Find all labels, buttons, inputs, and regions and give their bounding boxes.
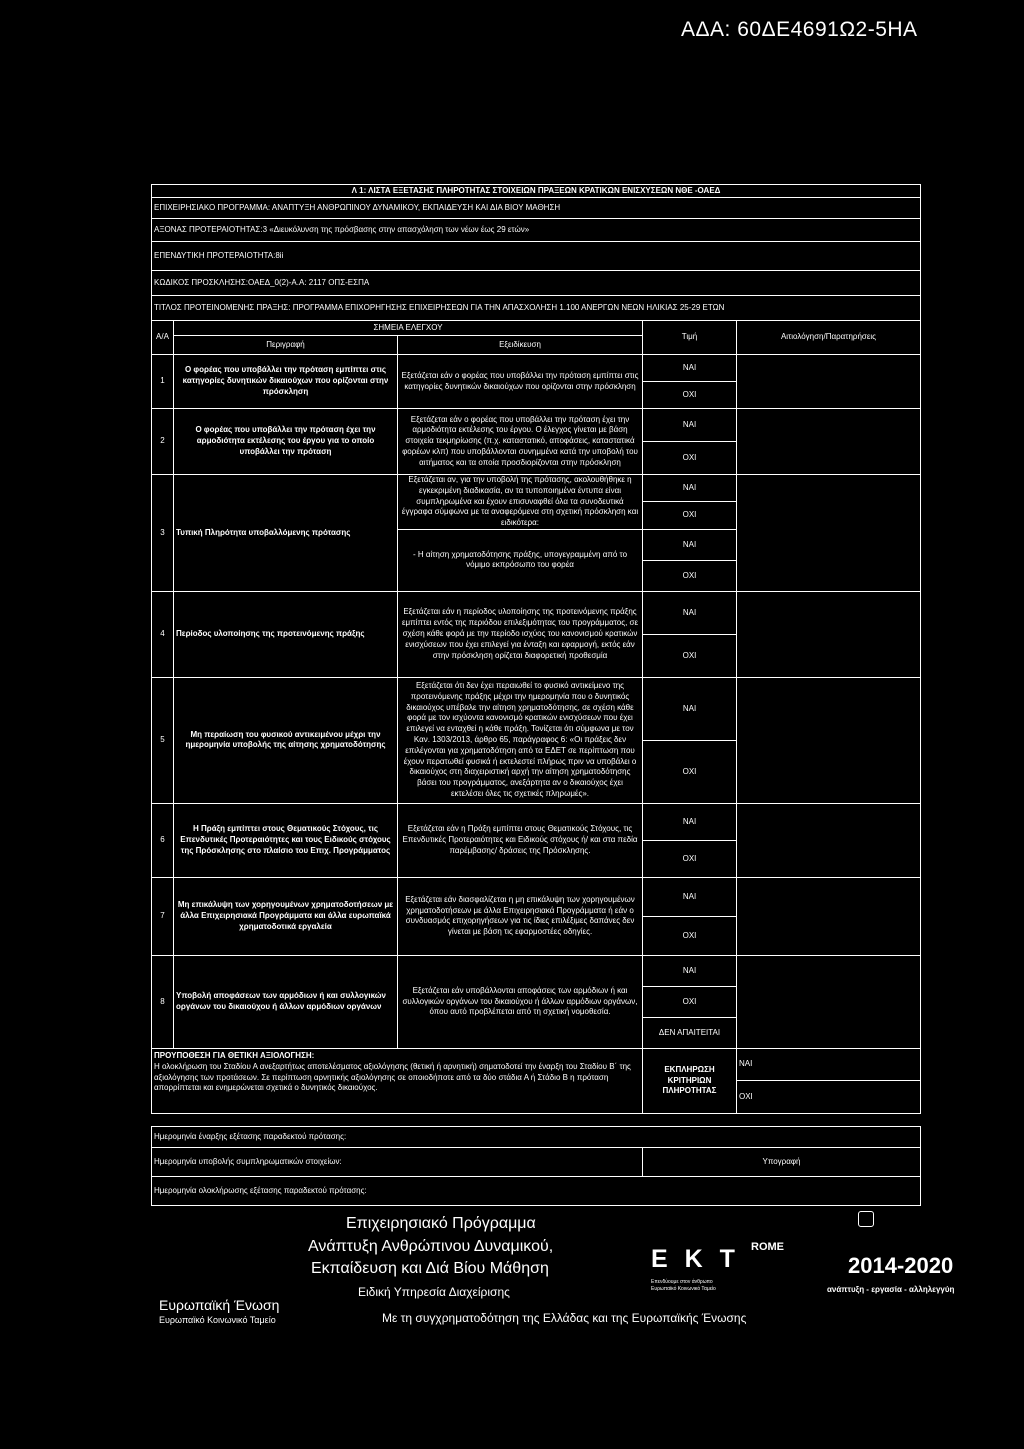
no-option[interactable]: ΟΧΙ bbox=[643, 916, 737, 955]
condition-title: ΠΡΟΥΠΟΘΕΣΗ ΓΙΑ ΘΕΤΙΚΗ ΑΞΙΟΛΟΓΗΣΗ: bbox=[154, 1050, 315, 1060]
remarks-cell[interactable] bbox=[737, 355, 921, 409]
ada-code: ΑΔΑ: 60ΔΕ4691Ω2-5ΗΑ bbox=[681, 18, 918, 41]
signature-field[interactable]: Υπογραφή bbox=[643, 1147, 921, 1176]
remarks-cell[interactable] bbox=[737, 803, 921, 877]
no-option[interactable]: ΟΧΙ bbox=[643, 502, 737, 530]
end-date-field[interactable]: Ημερομηνία ολοκλήρωσης εξέτασης παραδεκτού πρότασης: bbox=[152, 1176, 921, 1205]
yes-option[interactable]: ΝΑΙ bbox=[643, 677, 737, 740]
yes-option[interactable]: ΝΑΙ bbox=[643, 355, 737, 382]
fulfilment-no[interactable]: ΟΧΙ bbox=[737, 1081, 921, 1114]
condition-text: Η ολοκλήρωση του Σταδίου Α ανεξαρτήτως αποτελέσματος αξιολόγησης (θετική ή αρνητική) σηματοδοτεί την έναρξη του Σταδίου Β΄ της αξιολόγησης των προτάσεων. Σε περίπτωση αρνητικής αξιολόγησης σε οποιοδήποτε από τα δύο στάδια Α ή Στάδιο Β η πρόταση απορρίπτεται και ενημερώνεται σχετικά ο δυνητικός δικαιούχος. bbox=[154, 1061, 631, 1093]
rome-logo: ROME bbox=[751, 1241, 784, 1253]
table-row: 8 Υποβολή αποφάσεων των αρμόδιων ή και συλλογικών οργάνων του δικαιούχου ή άλλων αρμόδιων οργάνων Εξετάζεται εάν υποβάλλονται αποφάσεις των αρμόδιων ή και συλλογικών οργάνων του δικαιούχου ή άλλων αρμόδιων οργάνων, όπου αυτό προβλέπεται από τη σχετική νομοθεσία. ΝΑΙ bbox=[152, 955, 921, 986]
yes-option[interactable]: ΝΑΙ bbox=[643, 803, 737, 840]
action-title-line: ΤΙΤΛΟΣ ΠΡΟΤΕΙΝΟΜΕΝΗΣ ΠΡΑΞΗΣ: ΠΡΟΓΡΑΜΜΑ ΕΠΙΧΟΡΗΓΗΣΗΣ ΕΠΙΧΕΙΡΗΣΕΩΝ ΓΙΑ ΤΗΝ ΑΠΑΣΧΟΛΗΣΗ 1.100 ΑΝΕΡΓΩΝ ΝΕΩΝ ΗΛΙΚΙΑΣ 25-29 ΕΤΩΝ bbox=[152, 296, 921, 321]
no-option[interactable]: ΟΧΙ bbox=[643, 560, 737, 591]
no-option[interactable]: ΟΧΙ bbox=[643, 840, 737, 877]
fulfilment-label: ΕΚΠΛΗΡΩΣΗ ΚΡΙΤΗΡΙΩΝ ΠΛΗΡΟΤΗΤΑΣ bbox=[643, 1048, 737, 1113]
remarks-cell[interactable] bbox=[737, 409, 921, 475]
footer-logos bbox=[0, 1205, 1024, 1335]
op-line-2: Ανάπτυξη Ανθρώπινου Δυναμικού, bbox=[308, 1238, 554, 1255]
emblem-icon bbox=[858, 1211, 874, 1227]
program-line: ΕΠΙΧΕΙΡΗΣΙΑΚΟ ΠΡΟΓΡΑΜΜΑ: ΑΝΑΠΤΥΞΗ ΑΝΘΡΩΠΙΝΟΥ ΔΥΝΑΜΙΚΟΥ, ΕΚΠΑΙΔΕΥΣΗ ΚΑΙ ΔΙΑ ΒΙΟΥ ΜΑΘΗΣΗ bbox=[152, 198, 921, 219]
yes-option[interactable]: ΝΑΙ bbox=[643, 877, 737, 916]
remarks-cell[interactable] bbox=[737, 677, 921, 803]
no-option[interactable]: ΟΧΙ bbox=[643, 634, 737, 677]
years-logo: 2014-2020 bbox=[848, 1253, 954, 1278]
col-clarification: Εξειδίκευση bbox=[398, 336, 643, 355]
col-control-points: ΣΗΜΕΙΑ ΕΛΕΓΧΟΥ bbox=[174, 321, 643, 336]
op-line-3: Εκπαίδευση και Διά Βίου Μάθηση bbox=[311, 1260, 549, 1277]
slogan: ανάπτυξη - εργασία - αλληλεγγύη bbox=[827, 1285, 955, 1294]
table-row: 7 Μη επικάλυψη των χορηγουμένων χρηματοδοτήσεων με άλλα Επιχειρησιακά Προγράμματα και άλλα ευρωπαϊκά χρηματοδοτικά εργαλεία Εξετάζεται εάν διασφαλίζεται η μη επικάλυψη των χορηγουμένων χρηματοδοτήσεων με άλλα Επιχειρησιακά Προγράμματα ή εάν ο συνδυασμός επιχορηγήσεων για τις ίδιες επιλέξιμες δαπάνες δεν γίνεται με βάση τις εφαρμοστέες οδηγίες. ΝΑΙ bbox=[152, 877, 921, 916]
checklist-title: Λ 1: ΛΙΣΤΑ ΕΞΕΤΑΣΗΣ ΠΛΗΡΟΤΗΤΑΣ ΣΤΟΙΧΕΙΩΝ ΠΡΑΞΕΩΝ ΚΡΑΤΙΚΩΝ ΕΝΙΣΧΥΣΕΩΝ ΝΘΕ -ΟΑΕΔ bbox=[152, 185, 921, 198]
condition-cell bbox=[152, 1048, 643, 1113]
ekt-sub-2: Ευρωπαϊκό Κοινωνικό Ταμείο bbox=[651, 1286, 716, 1292]
col-justification: Αιτιολόγηση/Παρατηρήσεις bbox=[737, 321, 921, 355]
yes-option[interactable]: ΝΑΙ bbox=[643, 409, 737, 442]
checklist-table: Λ 1: ΛΙΣΤΑ ΕΞΕΤΑΣΗΣ ΠΛΗΡΟΤΗΤΑΣ ΣΤΟΙΧΕΙΩΝ ΠΡΑΞΕΩΝ ΚΡΑΤΙΚΩΝ ΕΝΙΣΧΥΣΕΩΝ ΝΘΕ -ΟΑΕΔ ΕΠΙΧΕΙΡΗΣΙΑΚΟ ΠΡΟΓΡΑΜΜΑ: ΑΝΑΠΤΥΞΗ ΑΝΘΡΩΠΙΝΟΥ ΔΥΝΑΜΙΚΟΥ, ΕΚΠΑΙΔΕΥΣΗ ΚΑΙ ΔΙΑ ΒΙΟΥ ΜΑΘΗΣΗ ΑΞΟΝΑΣ ΠΡΟΤΕΡΑΙΟΤΗΤΑΣ:3 «Διευκόλυνση της πρόσβασης στην απασχόληση των νέων έως 29 ετών» ΕΠΕΝΔΥΤΙΚΗ ΠΡΟΤΕΡΑΙΟΤΗΤΑ:8ii ΚΩΔΙΚΟΣ ΠΡΟΣΚΛΗΣΗΣ:ΟΑΕΔ_0(2)-Α.Α: 2117 ΟΠΣ-ΕΣΠΑ ΤΙΤΛΟΣ ΠΡΟΤΕΙΝΟΜΕΝΗΣ ΠΡΑΞΗΣ: ΠΡΟΓΡΑΜΜΑ ΕΠΙΧΟΡΗΓΗΣΗΣ ΕΠΙΧΕΙΡΗΣΕΩΝ ΓΙΑ ΤΗΝ ΑΠΑΣΧΟΛΗΣΗ 1.100 ΑΝΕΡΓΩΝ ΝΕΩΝ ΗΛΙΚΙΑΣ 25-29 ΕΤΩΝ Α/Α ΣΗΜΕΙΑ ΕΛΕΓΧΟΥ Τιμή Αιτιολόγηση/Παρατηρήσεις Περιγραφή Εξειδίκευση 1 Ο φορέας που υποβάλλει την πρόταση εμπίπτει στις κατηγορίες δυνητικών δικαιούχων που ορίζονται στην πρόσκληση Εξετάζεται εάν ο φορέας που υποβάλλει την πρόταση εμπίπτει στις κατηγορίες δυνητικών δικαιούχων που ορίζονται στην πρόσκληση ΝΑΙ ΟΧΙ 2 Ο φορέας που υποβάλλει την πρόταση έχει την αρμοδιότητα εκτέλεσης του έργου για το οποίο υποβάλλει την πρόταση Εξετάζεται εάν ο φορέας που υποβάλλει την πρόταση έχει την αρμοδιότητα εκτέλεσης του έργου. Ο έλεγχος γίνεται με βάση στοιχεία τεκμηρίωσης (π.χ. καταστατικό, αποφάσεις, καταστατικά φορέων κλπ) που υποβάλλονται συνημμένα κατά την υποβολή του αιτήματος και τα οποία προσδιορίζονται στην πρόσκληση ΝΑΙ ΟΧΙ 3 Τυπική Πληρότητα υποβαλλόμενης πρότασης Εξετάζεται αν, για την υποβολή της πρότασης, ακολουθήθηκε η εγκεκριμένη διαδικασία, αν τα τυποποιημένα έντυπα είναι συμπληρωμένα και έχουν επισυναφθεί όλα τα συνοδευτικά έγγραφα σύμφωνα με τα αναφερόμενα στη σχετική πρόσκληση και ειδικότερα: ΝΑΙ ΟΧΙ - Η αίτηση χρηματοδότησης πράξης, υπογεγραμμένη από το νόμιμο εκπρόσωπο του φορέα ΝΑΙ ΟΧΙ 4 Περίοδος υλοποίησης της προτεινόμενης πράξης Εξετάζεται εάν η περίοδος υλοποίησης της προτεινόμενης πράξης εμπίπτει εντός της περιόδου επιλεξιμότητας του προγράμματος, σε σχέση κάθε φορά με την περίοδο ισχύος του κανονισμού κρατικών ενισχύσεων που έχει επιλεγεί για ένταξη και εφαρμογή, εκτός εάν στην πρόσκληση ορίζεται διαφορετική προθεσμία ΝΑΙ ΟΧΙ 5 Μη περαίωση του φυσικού αντικειμένου μέχρι την ημερομηνία υποβολής της αίτησης χρηματοδότησης Εξετάζεται ότι δεν έχει περαιωθεί το φυσικό αντικείμενο της προτεινόμενης πράξης μέχρι την ημερομηνία που ο δυνητικός δικαιούχος υπέβαλε την αίτηση χρηματοδότησης, σε σχέση κάθε φορά με τον ισχύοντα κανονισμό κρατικών ενισχύσεων που έχει επιλεγεί να ενταχθεί η κάθε πράξη. Τονίζεται ότι σύμφωνα με τον Καν. 1303/2013, άρθρο 65, παράγραφος 6: «Οι πράξεις δεν επιλέγονται για χρηματοδότηση από τα ΕΔΕΤ σε περίπτωση που έχουν περατωθεί φυσικά ή εκτελεστεί πλήρως πριν να υποβάλει ο δικαιούχος στη διαχειριστική αρχή την αίτηση χρηματοδότησης βάσει του προγράμματος, ανεξάρτητα αν ο δικαιούχος έχει εκτελέσει όλες τις σχετικές πληρωμές». ΝΑΙ ΟΧΙ 6 Η Πράξη εμπίπτει στους Θεματικούς Στόχους, τις Επενδυτικές Προτεραιότητες και τους Ειδικούς στόχους της Πρόσκλησης στο πλαίσιο του Επιχ. Προγράμματος Εξετάζεται εάν η Πράξη εμπίπτει στους Θεματικούς Στόχους, τις Επενδυτικές Προτεραιότητες και Ειδικούς στόχους ή/ και στα πεδία παρέμβασης/ δράσεις της Πρόσκλησης. ΝΑΙ ΟΧΙ 7 Μη επικάλυψη των χορηγουμένων χρηματοδοτήσεων με άλλα Επιχειρησιακά Προγράμματα και άλλα ευρωπαϊκά χρηματοδοτικά εργαλεία Εξετάζεται εάν διασφαλίζεται η μη επικάλυψη των χορηγουμένων χρηματοδοτήσεων με άλλα Επιχειρησιακά Προγράμματα ή εάν ο συνδυασμός επιχορηγήσεων για τις ίδιες επιλέξιμες δαπάνες δεν γίνεται με βάση τις εφαρμοστέες οδηγίες. ΝΑΙ ΟΧΙ 8 Υποβολή αποφάσεων των αρμόδιων ή και συλλογικών οργάνων του δικαιούχου ή άλλων αρμόδιων οργάνων Εξετάζεται εάν υποβάλλονται αποφάσεις των αρμόδιων ή και συλλογικών οργάνων του δικαιούχου ή άλλων αρμόδιων οργάνων, όπου αυτό προβλέπεται από τη σχετική νομοθεσία. ΝΑΙ ΟΧΙ ΔΕΝ ΑΠΑΙΤΕΙΤΑΙ ΠΡΟΥΠΟΘΕΣΗ ΓΙΑ ΘΕΤΙΚΗ ΑΞΙΟΛΟΓΗΣΗ: Η ολοκλήρωση του Σταδίου Α ανεξαρτήτως αποτελέσματος αξιολόγησης (θετική ή αρνητική) σηματοδοτεί την έναρξη του Σταδίου Β΄ της αξιολόγησης των προτάσεων. Σε περίπτωση αρνητικής αξιολόγησης σε οποιοδήποτε από τα δύο στάδια Α ή Στάδιο Β η πρόταση απορρίπτεται και ενημερώνεται σχετικά ο δυνητικός δικαιούχος. ΕΚΠΛΗΡΩΣΗ ΚΡΙΤΗΡΙΩΝ ΠΛΗΡΟΤΗΤΑΣ ΝΑΙ ΟΧΙ Ημερομηνία έναρξης εξέτασης παραδεκτού πρότασης: Ημερομηνία υποβολής συμπληρωματικών στοιχείων: Υπογραφή Ημερομηνία ολοκλήρωσης εξέτασης παραδεκτού πρότασης: bbox=[151, 184, 921, 1206]
ekt-sub-1: Επενδύουμε στον άνθρωπο bbox=[651, 1279, 713, 1285]
col-value: Τιμή bbox=[643, 321, 737, 355]
no-option[interactable]: ΟΧΙ bbox=[643, 382, 737, 409]
fulfilment-yes[interactable]: ΝΑΙ bbox=[737, 1048, 921, 1081]
col-description: Περιγραφή bbox=[174, 336, 398, 355]
table-row: 2 Ο φορέας που υποβάλλει την πρόταση έχει την αρμοδιότητα εκτέλεσης του έργου για το οποίο υποβάλλει την πρόταση Εξετάζεται εάν ο φορέας που υποβάλλει την πρόταση έχει την αρμοδιότητα εκτέλεσης του έργου. Ο έλεγχος γίνεται με βάση στοιχεία τεκμηρίωσης (π.χ. καταστατικό, αποφάσεις, καταστατικά φορέων κλπ) που υποβάλλονται συνημμένα κατά την υποβολή του αιτήματος και τα οποία προσδιορίζονται στην πρόσκληση ΝΑΙ bbox=[152, 409, 921, 442]
yes-option[interactable]: ΝΑΙ bbox=[643, 591, 737, 634]
table-row: 4 Περίοδος υλοποίησης της προτεινόμενης πράξης Εξετάζεται εάν η περίοδος υλοποίησης της προτεινόμενης πράξης εμπίπτει εντός της περιόδου επιλεξιμότητας του προγράμματος, σε σχέση κάθε φορά με την περίοδο ισχύος του κανονισμού κρατικών ενισχύσεων που έχει επιλεγεί για ένταξη και εφαρμογή, εκτός εάν στην πρόσκληση ορίζεται διαφορετική προθεσμία ΝΑΙ bbox=[152, 591, 921, 634]
no-option[interactable]: ΟΧΙ bbox=[643, 986, 737, 1017]
not-required-option[interactable]: ΔΕΝ ΑΠΑΙΤΕΙΤΑΙ bbox=[643, 1017, 737, 1048]
no-option[interactable]: ΟΧΙ bbox=[643, 442, 737, 475]
esf-label: Ευρωπαϊκό Κοινωνικό Ταμείο bbox=[159, 1315, 276, 1325]
yes-option[interactable]: ΝΑΙ bbox=[643, 955, 737, 986]
call-code-line: ΚΩΔΙΚΟΣ ΠΡΟΣΚΛΗΣΗΣ:ΟΑΕΔ_0(2)-Α.Α: 2117 ΟΠΣ-ΕΣΠΑ bbox=[152, 271, 921, 296]
yes-option[interactable]: ΝΑΙ bbox=[643, 529, 737, 560]
service-label: Ειδική Υπηρεσία Διαχείρισης bbox=[358, 1285, 510, 1299]
op-line-1: Επιχειρησιακό Πρόγραμμα bbox=[346, 1215, 536, 1232]
table-row: 5 Μη περαίωση του φυσικού αντικειμένου μέχρι την ημερομηνία υποβολής της αίτησης χρηματοδότησης Εξετάζεται ότι δεν έχει περαιωθεί το φυσικό αντικείμενο της προτεινόμενης πράξης μέχρι την ημερομηνία που ο δυνητικός δικαιούχος υπέβαλε την αίτηση χρηματοδότησης, σε σχέση κάθε φορά με τον ισχύοντα κανονισμό κρατικών ενισχύσεων που έχει επιλεγεί να ενταχθεί η κάθε πράξη. Τονίζεται ότι σύμφωνα με τον Καν. 1303/2013, άρθρο 65, παράγραφος 6: «Οι πράξεις δεν επιλέγονται για χρηματοδότηση από τα ΕΔΕΤ σε περίπτωση που έχουν περατωθεί φυσικά ή εκτελεστεί πλήρως πριν να υποβάλει ο δικαιούχος στη διαχειριστική αρχή την αίτηση χρηματοδότησης βάσει του προγράμματος, ανεξάρτητα αν ο δικαιούχος έχει εκτελέσει όλες τις σχετικές πληρωμές». ΝΑΙ bbox=[152, 677, 921, 740]
col-aa: Α/Α bbox=[152, 321, 174, 355]
ekt-logo: Ε Κ Τ bbox=[651, 1245, 740, 1273]
axis-line: ΑΞΟΝΑΣ ΠΡΟΤΕΡΑΙΟΤΗΤΑΣ:3 «Διευκόλυνση της πρόσβασης στην απασχόληση των νέων έως 29 ετών» bbox=[152, 219, 921, 242]
table-row: 6 Η Πράξη εμπίπτει στους Θεματικούς Στόχους, τις Επενδυτικές Προτεραιότητες και τους Ειδικούς στόχους της Πρόσκλησης στο πλαίσιο του Επιχ. Προγράμματος Εξετάζεται εάν η Πράξη εμπίπτει στους Θεματικούς Στόχους, τις Επενδυτικές Προτεραιότητες και Ειδικούς στόχους ή/ και στα πεδία παρέμβασης/ δράσεις της Πρόσκλησης. ΝΑΙ bbox=[152, 803, 921, 840]
table-row: 1 Ο φορέας που υποβάλλει την πρόταση εμπίπτει στις κατηγορίες δυνητικών δικαιούχων που ορίζονται στην πρόσκληση Εξετάζεται εάν ο φορέας που υποβάλλει την πρόταση εμπίπτει στις κατηγορίες δυνητικών δικαιούχων που ορίζονται στην πρόσκληση ΝΑΙ bbox=[152, 355, 921, 382]
remarks-cell[interactable] bbox=[737, 877, 921, 955]
cofund-label: Με τη συγχρηματοδότηση της Ελλάδας και της Ευρωπαϊκής Ένωσης bbox=[382, 1311, 747, 1325]
investment-line: ΕΠΕΝΔΥΤΙΚΗ ΠΡΟΤΕΡΑΙΟΤΗΤΑ:8ii bbox=[152, 242, 921, 271]
yes-option[interactable]: ΝΑΙ bbox=[643, 475, 737, 502]
remarks-cell[interactable] bbox=[737, 475, 921, 592]
start-date-field[interactable]: Ημερομηνία έναρξης εξέτασης παραδεκτού πρότασης: bbox=[152, 1126, 921, 1147]
eu-label: Ευρωπαϊκή Ένωση bbox=[159, 1297, 280, 1313]
submit-date-field[interactable]: Ημερομηνία υποβολής συμπληρωματικών στοιχείων: bbox=[152, 1147, 643, 1176]
remarks-cell[interactable] bbox=[737, 591, 921, 677]
remarks-cell[interactable] bbox=[737, 955, 921, 1048]
table-row: 3 Τυπική Πληρότητα υποβαλλόμενης πρότασης Εξετάζεται αν, για την υποβολή της πρότασης, ακολουθήθηκε η εγκεκριμένη διαδικασία, αν τα τυποποιημένα έντυπα είναι συμπληρωμένα και έχουν επισυναφθεί όλα τα συνοδευτικά έγγραφα σύμφωνα με τα αναφερόμενα στη σχετική πρόσκληση και ειδικότερα: ΝΑΙ bbox=[152, 475, 921, 502]
no-option[interactable]: ΟΧΙ bbox=[643, 740, 737, 803]
